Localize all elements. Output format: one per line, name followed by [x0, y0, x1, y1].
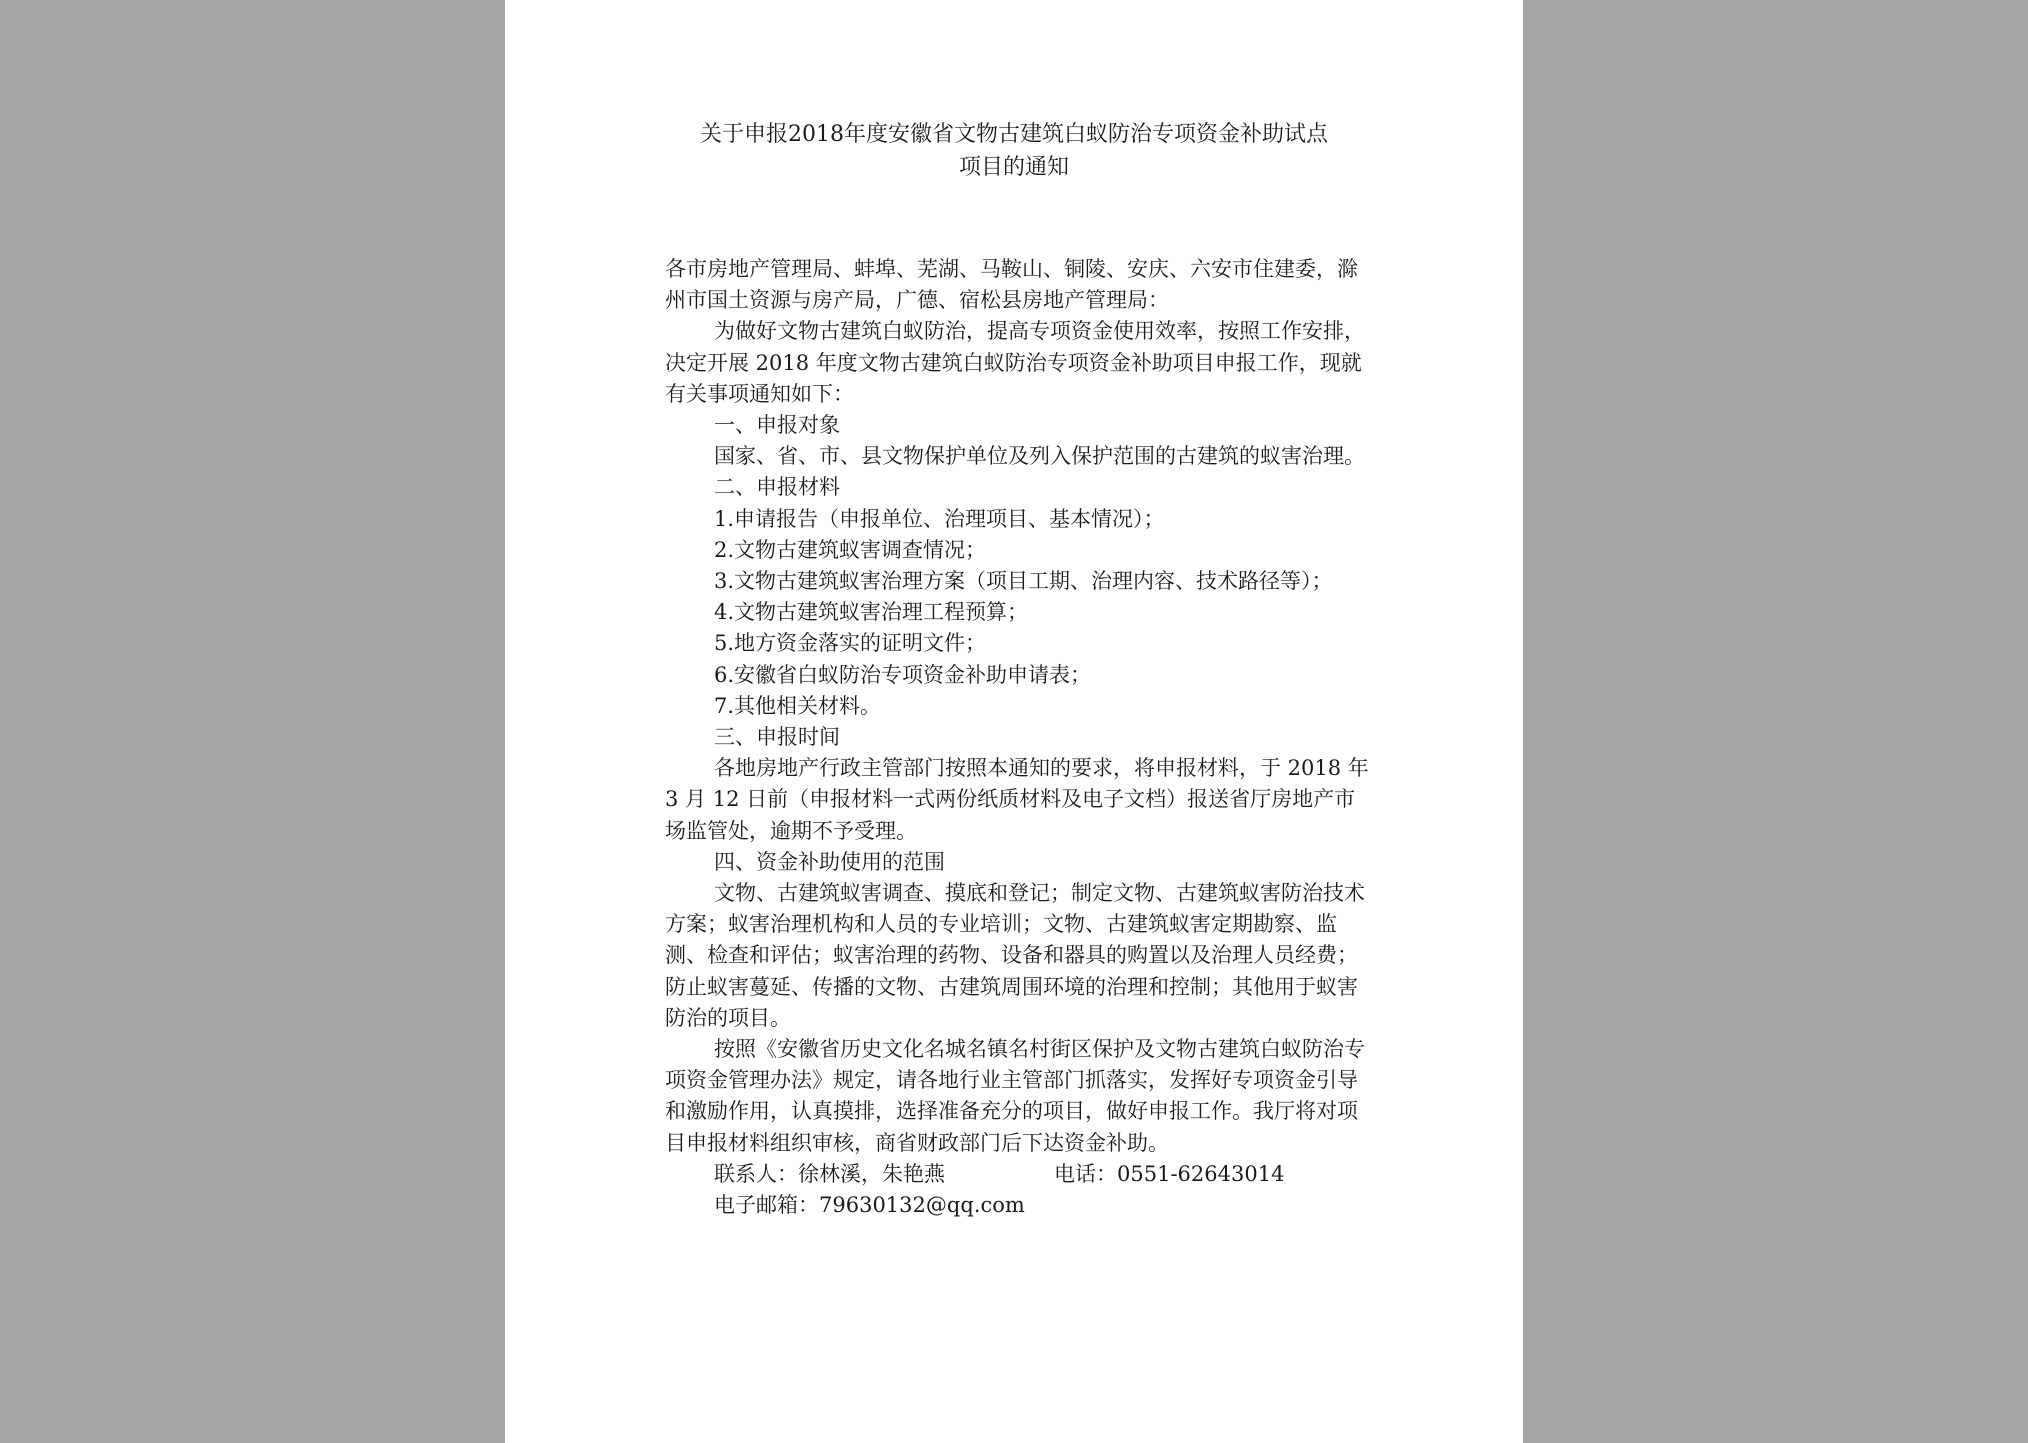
material-item-2: 2.文物古建筑蚁害调查情况； — [714, 537, 987, 562]
section-heading-3: 三、申报时间 — [714, 725, 840, 750]
section-3-paragraph: 各地房地产行政主管部门按照本通知的要求，将申报材料，于 2018 年 3 月 12 日前（申报材料一式两份纸质材料及电子文档）报送省厅房地产市场监管处，逾期不予受理。 — [665, 756, 1369, 843]
document-title — [505, 118, 1523, 184]
section-1-paragraph: 国家、省、市、县文物保护单位及列入保护范围的古建筑的蚁害治理。 — [714, 444, 1365, 469]
material-item-7: 7.其他相关材料。 — [714, 693, 882, 718]
closing-paragraph: 按照《安徽省历史文化名城名镇名村街区保护及文物古建筑白蚁防治专项资金管理办法》规定，请各地行业主管部门抓落实，发挥好专项资金引导和激励作用，认真摸排，选择准备充分的项目，做好申报工作。我厅将对项目申报材料组织审核，商省财政部门后下达资金补助。 — [665, 1037, 1365, 1155]
document-page — [505, 0, 1523, 1443]
material-item-1: 1.申请报告（申报单位、治理项目、基本情况）； — [714, 506, 1165, 531]
contact-line — [665, 1159, 1370, 1190]
title-line-1: 关于申报2018年度安徽省文物古建筑白蚁防治专项资金补助试点 — [700, 122, 1328, 147]
material-item-3: 3.文物古建筑蚁害治理方案（项目工期、治理内容、技术路径等）； — [714, 569, 1333, 594]
material-item-5: 5.地方资金落实的证明文件； — [714, 631, 987, 656]
material-item-6: 6.安徽省白蚁防治专项资金补助申请表； — [714, 662, 1092, 687]
recipients-paragraph: 各市房地产管理局、蚌埠、芜湖、马鞍山、铜陵、安庆、六安市住建委，滁州市国土资源与房产局，广德、宿松县房地产管理局： — [665, 257, 1358, 313]
section-heading-2: 二、申报材料 — [714, 475, 840, 500]
contact-phone: 电话：0551-62643014 — [1054, 1161, 1285, 1186]
document-body — [665, 254, 1370, 1221]
material-item-4: 4.文物古建筑蚁害治理工程预算； — [714, 600, 1029, 625]
contact-spacer — [945, 1159, 1005, 1190]
intro-paragraph: 为做好文物古建筑白蚁防治，提高专项资金使用效率，按照工作安排，决定开展 2018 年度文物古建筑白蚁防治专项资金补助项目申报工作，现就有关事项通知如下： — [665, 319, 1365, 406]
contact-person: 联系人：徐林溪，朱艳燕 — [714, 1161, 945, 1186]
title-line-2: 项目的通知 — [958, 155, 1069, 180]
section-4-paragraph: 文物、古建筑蚁害调查、摸底和登记；制定文物、古建筑蚁害防治技术方案；蚁害治理机构和人员的专业培训；文物、古建筑蚁害定期勘察、监测、检查和评估；蚁害治理的药物、设备和器具的购置以及治理人员经费；防止蚁害蔓延、传播的文物、古建筑周围环境的治理和控制；其他用于蚁害防治的项目。 — [665, 881, 1365, 1030]
section-heading-1: 一、申报对象 — [714, 413, 840, 438]
contact-email: 电子邮箱：79630132@qq.com — [714, 1193, 1025, 1218]
section-heading-4: 四、资金补助使用的范围 — [714, 849, 945, 874]
